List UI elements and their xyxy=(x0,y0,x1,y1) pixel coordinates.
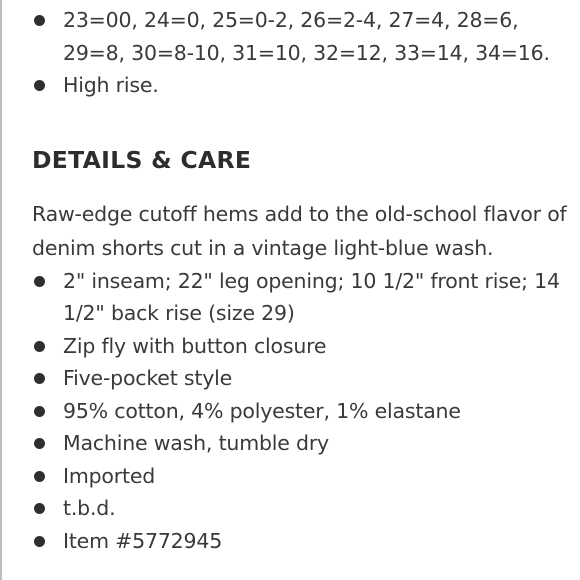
list-item xyxy=(32,525,568,558)
detail-text: 2" inseam; 22" leg opening; 10 1/2" front rise; 14 1/2" back rise (size 29) xyxy=(63,268,560,325)
detail-text: Machine wash, tumble dry xyxy=(63,431,329,455)
list-item xyxy=(32,330,568,363)
product-description: Raw-edge cutoff hems add to the old-school flavor of denim shorts cut in a vintage light-blue wash. xyxy=(32,201,567,260)
size-conversion-text: 23=00, 24=0, 25=0-2, 26=2-4, 27=4, 28=6, 29=8, 30=8-10, 31=10, 32=12, 33=14, 34=16. xyxy=(63,8,550,65)
rise-text: High rise. xyxy=(63,73,159,97)
list-item xyxy=(32,69,568,102)
detail-text: Zip fly with button closure xyxy=(63,333,327,358)
details-list xyxy=(32,265,568,558)
bullet-icon xyxy=(34,471,45,482)
list-item xyxy=(32,492,568,525)
detail-text: 95% cotton, 4% polyester, 1% elastane xyxy=(63,398,461,423)
bullet-icon xyxy=(34,373,45,384)
detail-text: t.b.d. xyxy=(63,496,116,520)
bullet-icon xyxy=(34,341,45,352)
bullet-icon xyxy=(34,276,45,287)
list-item xyxy=(32,362,568,395)
bullet-icon xyxy=(34,80,45,91)
list-item xyxy=(32,460,568,493)
left-divider xyxy=(0,0,2,580)
list-item xyxy=(32,265,568,330)
size-info-list xyxy=(32,4,568,102)
bullet-icon xyxy=(34,438,45,449)
list-item xyxy=(32,427,568,460)
bullet-icon xyxy=(34,536,45,547)
list-item xyxy=(32,395,568,428)
bullet-icon xyxy=(34,406,45,417)
item-number-text: Item #5772945 xyxy=(63,528,223,553)
bullet-icon xyxy=(34,503,45,514)
detail-text: Imported xyxy=(63,463,156,488)
product-details-content xyxy=(32,4,568,557)
details-care-heading: DETAILS & CARE xyxy=(32,145,252,174)
detail-text: Five-pocket style xyxy=(63,366,233,390)
list-item xyxy=(32,4,568,69)
bullet-icon xyxy=(34,15,45,26)
